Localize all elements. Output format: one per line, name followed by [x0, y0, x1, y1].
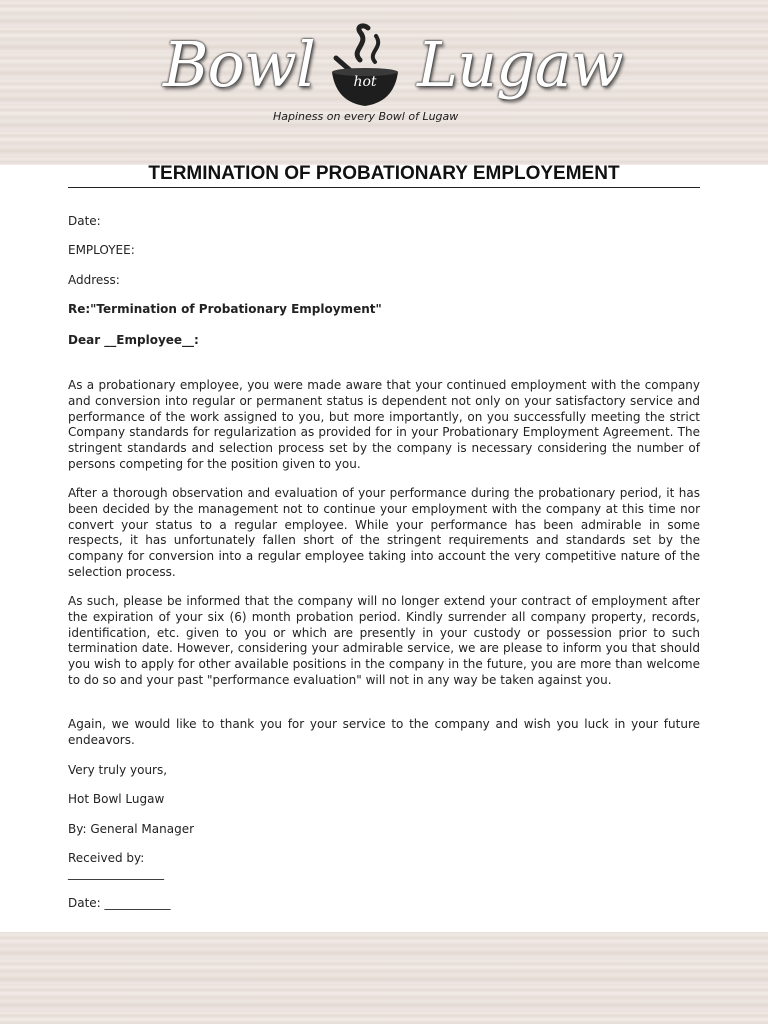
date-signature-line: Date: ___________: [68, 896, 171, 910]
company-signature: Hot Bowl Lugaw: [68, 792, 165, 806]
steaming-bowl-icon: [320, 22, 410, 114]
logo-word-lugaw: Lugaw: [417, 28, 623, 101]
received-by-line: ________________: [68, 866, 164, 880]
subject-line: Re:"Termination of Probationary Employment": [68, 302, 382, 316]
salutation: Dear __Employee__:: [68, 333, 199, 347]
valediction: Very truly yours,: [68, 763, 168, 777]
logo-hot-badge: hot: [353, 74, 377, 90]
document-title: TERMINATION OF PROBATIONARY EMPLOYEMENT: [68, 163, 700, 188]
paragraph-2: After a thorough observation and evaluation of your performance during the probationary period, it has been decided by the management not to continue your employment with the company at this time nor convert your status to a regular employee. While your performance has been admirable in some respects, it has unfortunately fallen short of the stringent requirements and standards set by the company for conversion into a regular employee taking into account the very competitive nature of the selection process.: [68, 486, 700, 579]
paragraph-1: As a probationary employee, you were made aware that your continued employment with the company and conversion into regular or permanent status is dependent not only on your satisfactory service and performance of the work assigned to you, but more importantly, on you successfully meeting the strict Company standards for regularization as provided for in your Probationary Employment Agreement. The stringent standards and selection process set by the company is necessary considering the number of persons competing for the position given to you.: [68, 378, 700, 471]
company-logo: [155, 22, 623, 134]
paragraph-4: Again, we would like to thank you for your service to the company and wish you luck in your future endeavors.: [68, 717, 700, 747]
paragraph-3: As such, please be informed that the company will no longer extend your contract of employment after the expiration of your six (6) month probation period. Kindly surrender all company property, records, identification, etc. given to you or which are presently in your custody or possession prior to such termination date. However, considering your admirable service, we are please to inform you that should you wish to apply for other available positions in the company in the future, you are more than welcome to do so and your past "performance evaluation" will not in any way be taken against you.: [68, 594, 700, 687]
date-field: Date:: [68, 214, 101, 228]
logo-tagline: Hapiness on every Bowl of Lugaw: [273, 110, 459, 123]
logo-word-bowl: Bowl: [163, 28, 315, 101]
address-field: Address:: [68, 273, 120, 287]
signatory: By: General Manager: [68, 822, 195, 836]
received-by-label: Received by:: [68, 851, 145, 865]
employee-field: EMPLOYEE:: [68, 243, 135, 257]
footer-wood-background: [0, 932, 768, 1024]
